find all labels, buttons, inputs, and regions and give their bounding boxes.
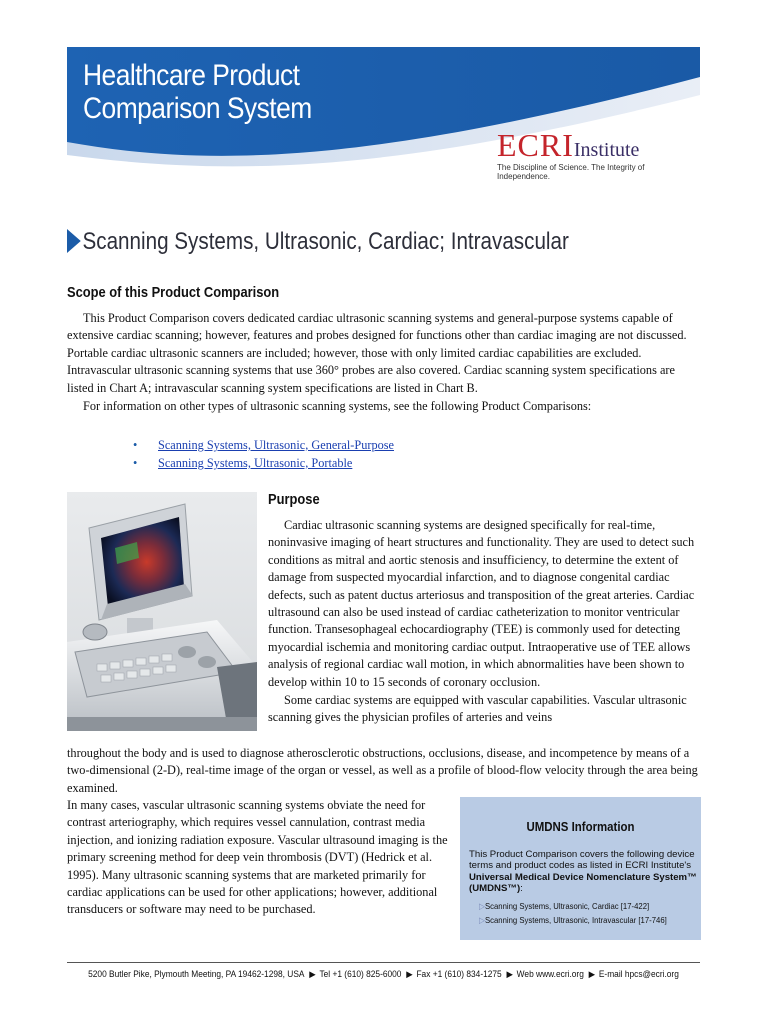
banner-title-line2: Comparison System [83,92,312,125]
purpose-paragraph-1 [268,517,702,727]
umdns-text-part1: This Product Comparison covers the following device terms and product codes as listed in ECRI Institute's [469,849,695,872]
title-arrow-icon [67,229,81,253]
umdns-item [479,899,679,913]
purpose-paragraph-2-end-text: In many cases, vascular ultrasonic scanning systems obviate the need for contrast arteriography, which requires vessel cannulation, contrast media injection, and ionizing radiation exposure. Vascular ultrasound imaging is the primary screening method for deep vein thrombosis (DVT) (Hedrick et al. 1995). Many ultrasonic scanning systems that are marketed primarily for cardiac applications can be used for other applications; however, additional transducers or software may need to be purchased. [67,798,448,917]
arrow-icon: ▶ [309,969,316,979]
footer-divider [67,962,700,963]
footer-web[interactable]: Web www.ecri.org [516,969,584,979]
related-links-list [133,436,394,472]
scope-paragraph-1: This Product Comparison covers dedicated cardiac ultrasonic scanning systems and general-purpose systems capable of extensive cardiac scanning; however, features and probes designed for functions other than cardiac imaging are not discussed. Portable cardiac ultrasonic scanners are included; however, those with only limited cardiac capabilities are excluded. Intravascular ultrasonic scanning systems that use 360° probes are also covered. Cardiac scanning system specifications are listed in Chart A; intravascular scanning system specifications are listed in Chart B. [67,311,687,395]
umdns-item [479,913,679,927]
related-link-item [133,454,394,472]
related-link-item [133,436,394,454]
header-banner [67,47,700,181]
ultrasound-system-photo [67,492,257,731]
footer-fax: Fax +1 (610) 834-1275 [416,969,502,979]
purpose-paragraph-2-middle-text: throughout the body and is used to diagnose atherosclerotic obstructions, occlusions, disease, and incompetence by means of a two-dimensional (2-D), real-time image of the organ or vessel, as well as a profile of blood-flow velocity through the area being examined. [67,746,698,795]
purpose-paragraph-2-end [67,797,449,919]
logo-main-text: ECRI [497,127,574,163]
umdns-items-list [479,899,701,927]
footer-address: 5200 Butler Pike, Plymouth Meeting, PA 19462-1298, USA [88,969,305,979]
footer-email[interactable]: E-mail hpcs@ecri.org [598,969,679,979]
link-general-purpose[interactable]: Scanning Systems, Ultrasonic, General-Purpose [158,438,394,452]
umdns-text-part2: : [520,883,523,895]
arrow-icon: ▶ [506,969,513,979]
link-portable[interactable]: Scanning Systems, Ultrasonic, Portable [158,456,353,470]
umdns-item-intravascular: Scanning Systems, Ultrasonic, Intravascular [17-746] [484,915,667,925]
purpose-paragraph-2-start: Some cardiac systems are equipped with vascular capabilities. Vascular ultrasonic scanning gives the physician profiles of arteries and veins [268,693,687,725]
document-title-text: Scanning Systems, Ultrasonic, Cardiac; Intravascular [82,228,569,255]
triangle-icon: ▷ [479,901,485,911]
umdns-item-cardiac: Scanning Systems, Ultrasonic, Cardiac [17-422] [484,901,650,911]
purpose-paragraph-1-text: Cardiac ultrasonic scanning systems are designed specifically for real-time, noninvasive imaging of heart structures and functionality. They are used to detect such conditions as mitral and aortic stenosis and insufficiency, to determine the extent of damage from suspected myocardial infarction, and to diagnose congenital cardiac defects, such as patent ductus arteriosus and transposition of the great arteries. Cardiac ultrasound can also be used instead of cardiac catheterization to monitor ventricular function. Transesophageal echocardiography (TEE) is commonly used for detecting myocardial ischemia and monitoring cardiac output. Intraoperative use of TEE allows analysis of regional cardiac wall motion, in which abnormalities have been shown to develop within 10 to 15 seconds of coronary occlusion. [268,518,695,689]
footer-contact [83,969,684,980]
bullet-icon: • [133,456,138,470]
arrow-icon: ▶ [406,969,413,979]
umdns-description [469,849,697,895]
purpose-heading: Purpose [268,491,320,508]
banner-title [83,59,312,125]
footer-tel: Tel +1 (610) 825-6000 [319,969,402,979]
ecri-logo [497,127,697,181]
umdns-info-box [460,797,701,940]
logo-sub-text: Institute [573,139,640,161]
scope-heading: Scope of this Product Comparison [67,284,280,301]
banner-title-line1: Healthcare Product [83,59,300,92]
logo-tagline: The Discipline of Science. The Integrity of Independence. [497,163,645,181]
triangle-icon: ▷ [479,915,485,925]
purpose-paragraph-2-middle [67,745,701,797]
bullet-icon: • [133,438,138,452]
scope-body [67,310,701,415]
umdns-text-bold: Universal Medical Device Nomenclature System™ (UMDNS™) [469,871,697,895]
arrow-icon: ▶ [588,969,596,979]
scope-paragraph-2: For information on other types of ultrasonic scanning systems, see the following Product Comparisons: [83,399,592,414]
document-title [67,228,617,256]
umdns-title: UMDNS Information [526,819,635,834]
